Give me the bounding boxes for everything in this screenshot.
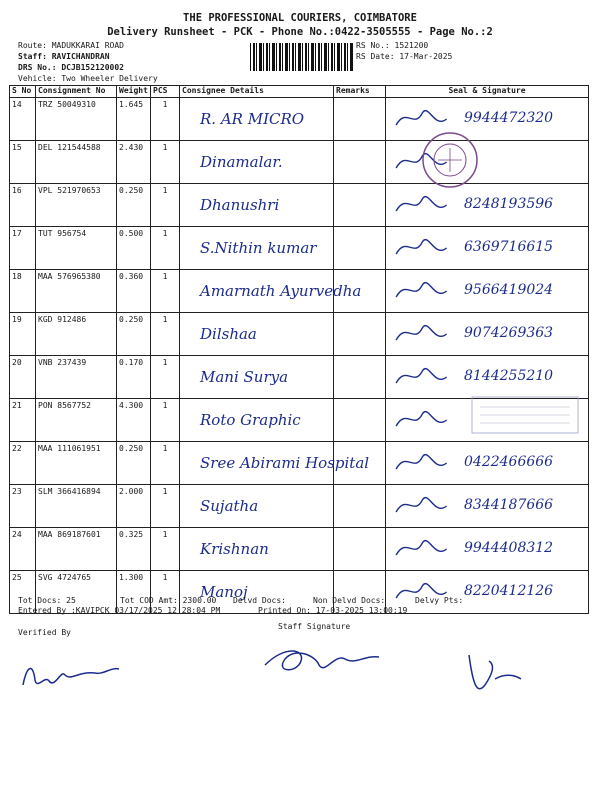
table-row [10,313,589,356]
table-row [10,184,589,227]
pcs-cell: 1 [151,98,180,141]
consignee-handwriting: Dilshaa [200,325,257,343]
recipient-phone: 9566419024 [464,282,554,298]
pcs-cell: 1 [151,442,180,485]
weight-cell: 0.360 [117,270,151,313]
recipient-phone: 6369716615 [464,239,554,255]
signature-cell [386,270,589,313]
consignee-cell [180,270,362,313]
table-row [10,442,589,485]
consignee-cell [180,399,334,442]
col-header-consignment: Consignment No [36,86,117,98]
col-header-weight: Weight [117,86,151,98]
weight-cell: 4.300 [117,399,151,442]
pcs-cell: 1 [151,313,180,356]
remarks-cell [334,485,386,528]
pcs-cell: 1 [151,399,180,442]
runsheet-subtitle: Delivery Runsheet - PCK - Phone No.:0422-3505555 - Page No.:2 [107,26,493,38]
barcode-image [250,43,354,71]
weight-cell: 0.250 [117,184,151,227]
consignee-handwriting: Sujatha [200,497,259,515]
signature-cell [386,141,589,184]
col-header-pcs: PCS [151,86,180,98]
consignee-cell [180,98,334,141]
rs-date: RS Date: 17-Mar-2025 [356,52,453,61]
weight-cell: 1.300 [117,571,151,614]
pcs-cell: 1 [151,227,180,270]
verifier-signature [15,645,125,695]
verified-by-label: Verified By [18,628,71,637]
consignee-handwriting: Dinamalar. [200,153,283,171]
route-label: Route: MADUKKARAI ROAD [18,41,124,50]
consignee-handwriting: R. AR MICRO [200,110,305,128]
sno-cell: 14 [10,98,36,141]
weight-cell: 2.430 [117,141,151,184]
runsheet-title: THE PROFESSIONAL COURIERS, COIMBATORE [183,12,417,24]
consignment-cell: VNB 237439 [36,356,117,399]
table-row [10,141,589,184]
vehicle-label: Vehicle: Two Wheeler Delivery [18,74,158,83]
sno-cell: 21 [10,399,36,442]
remarks-cell [334,313,386,356]
consignee-handwriting: Amarnath Ayurvedha [200,282,362,300]
sno-cell: 22 [10,442,36,485]
sno-cell: 17 [10,227,36,270]
total-cod-amount: Tot COD Amt: 2300.00 [120,596,217,605]
runsheet-table [9,85,589,614]
weight-cell: 0.170 [117,356,151,399]
pcs-cell: 1 [151,571,180,614]
consignment-cell: MAA 576965380 [36,270,117,313]
weight-cell: 0.250 [117,313,151,356]
table-row [10,356,589,399]
total-docs: Tot Docs: 25 [18,596,76,605]
recipient-signature [386,141,588,183]
sno-cell: 24 [10,528,36,571]
signature-cell [386,356,589,399]
consignment-cell: SLM 366416894 [36,485,117,528]
recipient-phone: 9944472320 [464,110,554,126]
weight-cell: 2.000 [117,485,151,528]
col-header-sno: S No [10,86,36,98]
printed-on: Printed On: 17-03-2025 13:00:19 [258,606,408,615]
consignee-cell [180,313,334,356]
signature-cell [386,571,589,614]
staff-signature-label: Staff Signature [278,622,351,631]
consignee-handwriting: S.Nithin kumar [200,239,317,257]
remarks-cell [334,141,386,184]
sno-cell: 18 [10,270,36,313]
remarks-cell [334,98,386,141]
courier-seal-stamp [420,130,480,190]
consignee-cell [180,227,334,270]
signature-cell [386,313,589,356]
recipient-phone: 0422466666 [464,454,554,470]
table-row [10,485,589,528]
col-header-consignee: Consignee Details [180,86,334,98]
consignee-handwriting: Roto Graphic [200,411,301,429]
remarks-cell [334,356,386,399]
weight-cell: 0.500 [117,227,151,270]
consignee-cell [180,356,334,399]
pcs-cell: 1 [151,141,180,184]
signature-cell [386,442,589,485]
pcs-cell: 1 [151,485,180,528]
consignee-handwriting: Dhanushri [200,196,280,214]
rs-number: RS No.: 1521200 [356,41,429,50]
consignee-handwriting: Mani Surya [200,368,289,386]
recipient-phone: 9944408312 [464,540,554,556]
pcs-cell: 1 [151,356,180,399]
remarks-cell [334,227,386,270]
weight-cell: 1.645 [117,98,151,141]
signature-cell [386,528,589,571]
weight-cell: 0.325 [117,528,151,571]
consignee-cell [180,485,334,528]
delivered-docs: Delvd Docs: [233,596,286,605]
recipient-phone: 8220412126 [464,583,554,599]
consignment-cell: DEL 121544588 [36,141,117,184]
signature-cell [386,485,589,528]
consignment-cell: TUT 956754 [36,227,117,270]
weight-cell: 0.250 [117,442,151,485]
recipient-phone: 8248193596 [464,196,554,212]
delivery-points: Delvy Pts: [415,596,464,605]
remarks-cell [334,184,386,227]
consignment-cell: VPL 521970653 [36,184,117,227]
table-row [10,98,589,141]
table-header-row [10,86,589,98]
pcs-cell: 1 [151,270,180,313]
recipient-phone: 9074269363 [464,325,554,341]
consignee-cell [180,184,334,227]
sno-cell: 19 [10,313,36,356]
remarks-cell [334,528,386,571]
signature-cell [386,184,589,227]
signature-cell [386,98,589,141]
sno-cell: 15 [10,141,36,184]
sno-cell: 16 [10,184,36,227]
drs-label: DRS No.: DCJB152120002 [18,63,124,72]
consignment-cell: MAA 111061951 [36,442,117,485]
recipient-phone: 8144255210 [464,368,554,384]
consignee-cell [180,528,334,571]
entered-by: Entered By :KAVIPCK 03/17/2025 12:28:04 PM [18,606,221,615]
company-stamp [470,395,580,435]
consignment-cell: KGD 912486 [36,313,117,356]
pcs-cell: 1 [151,184,180,227]
non-delivered-docs: Non Delvd Docs: [313,596,386,605]
consignment-cell: PON 8567752 [36,399,117,442]
col-header-remarks: Remarks [334,86,386,98]
pcs-cell: 1 [151,528,180,571]
remarks-cell [334,399,386,442]
consignment-cell: TRZ 50049310 [36,98,117,141]
col-header-signature: Seal & Signature [386,86,589,98]
consignee-handwriting: Krishnan [200,540,269,558]
staff-label: Staff: RAVICHANDRAN [18,52,110,61]
consignee-cell [180,141,334,184]
signature-cell [386,227,589,270]
staff-signature [255,635,385,680]
sno-cell: 23 [10,485,36,528]
consignee-handwriting: Manoj [200,583,248,601]
consignment-cell: MAA 869187601 [36,528,117,571]
sno-cell: 25 [10,571,36,614]
consignment-cell: SVG 4724765 [36,571,117,614]
recipient-phone: 8344187666 [464,497,554,513]
table-row [10,528,589,571]
consignee-handwriting: Sree Abirami Hospital [200,454,370,472]
receiver-signature [455,645,535,700]
table-row [10,270,589,313]
table-row [10,227,589,270]
consignee-cell [180,442,370,485]
sno-cell: 20 [10,356,36,399]
